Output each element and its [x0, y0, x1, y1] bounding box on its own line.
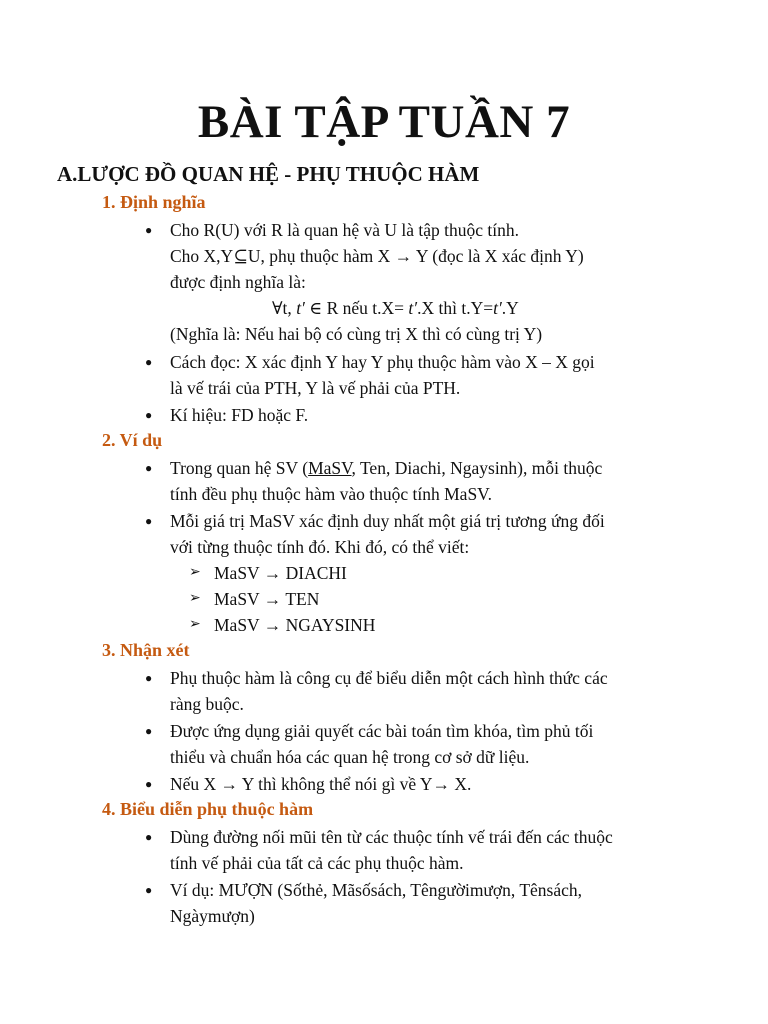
- def-line-3: được định nghĩa là:: [170, 272, 306, 292]
- subsection-2-heading: 2. Ví dụ: [102, 430, 163, 450]
- formula-part: ∈ R nếu t.X=: [309, 298, 405, 318]
- subsection-1-heading: 1. Định nghĩa: [102, 192, 206, 212]
- bullet-icon: ●: [145, 724, 153, 738]
- bullet-icon: ●: [145, 671, 153, 685]
- reading-line-1: Cách đọc: X xác định Y hay Y phụ thuộc hàm vào X – X gọi: [170, 352, 595, 372]
- formula-t-prime: t′: [408, 298, 418, 318]
- def-line-2: Cho X,Y⊆U, phụ thuộc hàm X → Y (đọc là X xác định Y): [170, 246, 584, 266]
- remark-line-2: ràng buộc.: [170, 694, 244, 714]
- remark-line-5: Nếu X → Y thì không thể nói gì về Y→ X.: [170, 774, 472, 794]
- bullet-icon: ●: [145, 777, 153, 791]
- arrow-bullet-icon: ➢: [189, 591, 201, 606]
- notation-line: Kí hiệu: FD hoặc F.: [170, 405, 309, 425]
- remark-line-4: thiểu và chuẩn hóa các quan hệ trong cơ sở dữ liệu.: [170, 747, 530, 767]
- def-line-5: (Nghĩa là: Nếu hai bộ có cùng trị X thì có cùng trị Y): [170, 324, 543, 344]
- subsection-3-heading: 3. Nhận xét: [102, 640, 190, 660]
- remark-line-3: Được ứng dụng giải quyết các bài toán tìm khóa, tìm phủ tối: [170, 721, 594, 741]
- formula-t-prime: t′: [493, 298, 502, 318]
- bullet-icon: ●: [145, 223, 153, 237]
- fd-item-ngaysinh: MaSV → NGAYSINH: [214, 615, 376, 635]
- example-line-2: tính đều phụ thuộc hàm vào thuộc tính MaSV.: [170, 484, 492, 504]
- example-line-1: [170, 456, 602, 480]
- bullet-icon: ●: [145, 514, 153, 528]
- reading-line-2: là vế trái của PTH, Y là vế phải của PTH.: [170, 378, 461, 398]
- section-a-heading: A.LƯỢC ĐỒ QUAN HỆ - PHỤ THUỘC HÀM: [57, 162, 480, 186]
- repr-line-3: Ví dụ: MƯỢN (Sốthẻ, Mãsốsách, Têngườimượn, Tênsách,: [170, 880, 583, 900]
- arrow-bullet-icon: ➢: [189, 565, 201, 580]
- repr-line-4: Ngàymượn): [170, 906, 255, 926]
- formula-part: ∀t,: [272, 298, 292, 318]
- example-line-3: Mỗi giá trị MaSV xác định duy nhất một giá trị tương ứng đối: [170, 511, 605, 531]
- formula-part: .Y: [501, 298, 519, 318]
- fd-item-ten: MaSV → TEN: [214, 589, 320, 609]
- bullet-icon: ●: [145, 461, 153, 475]
- formula-t-prime: t′: [296, 298, 305, 318]
- bullet-icon: ●: [145, 408, 153, 422]
- key-attribute-underlined: MaSV: [308, 458, 352, 478]
- example-line-4: với từng thuộc tính đó. Khi đó, có thể viết:: [170, 537, 470, 557]
- fd-item-diachi: MaSV → DIACHI: [214, 563, 347, 583]
- repr-line-1: Dùng đường nối mũi tên từ các thuộc tính vế trái đến các thuộc: [170, 827, 613, 847]
- repr-line-2: tính vế phải của tất cả các phụ thuộc hàm.: [170, 853, 464, 873]
- subsection-4-heading: 4. Biểu diễn phụ thuộc hàm: [102, 799, 314, 819]
- example-text: , Ten, Diachi, Ngaysinh), mỗi thuộc: [351, 458, 603, 478]
- remark-line-1: Phụ thuộc hàm là công cụ để biểu diễn một cách hình thức các: [170, 668, 608, 688]
- bullet-icon: ●: [145, 883, 153, 897]
- example-text: Trong quan hệ SV (: [170, 458, 309, 478]
- page-title: BÀI TẬP TUẦN 7: [197, 96, 571, 148]
- def-line-1: Cho R(U) với R là quan hệ và U là tập thuộc tính.: [170, 220, 519, 240]
- def-formula: [272, 296, 519, 320]
- arrow-bullet-icon: ➢: [189, 617, 201, 632]
- bullet-icon: ●: [145, 355, 153, 369]
- bullet-icon: ●: [145, 830, 153, 844]
- formula-part: .X thì t.Y=: [417, 298, 494, 318]
